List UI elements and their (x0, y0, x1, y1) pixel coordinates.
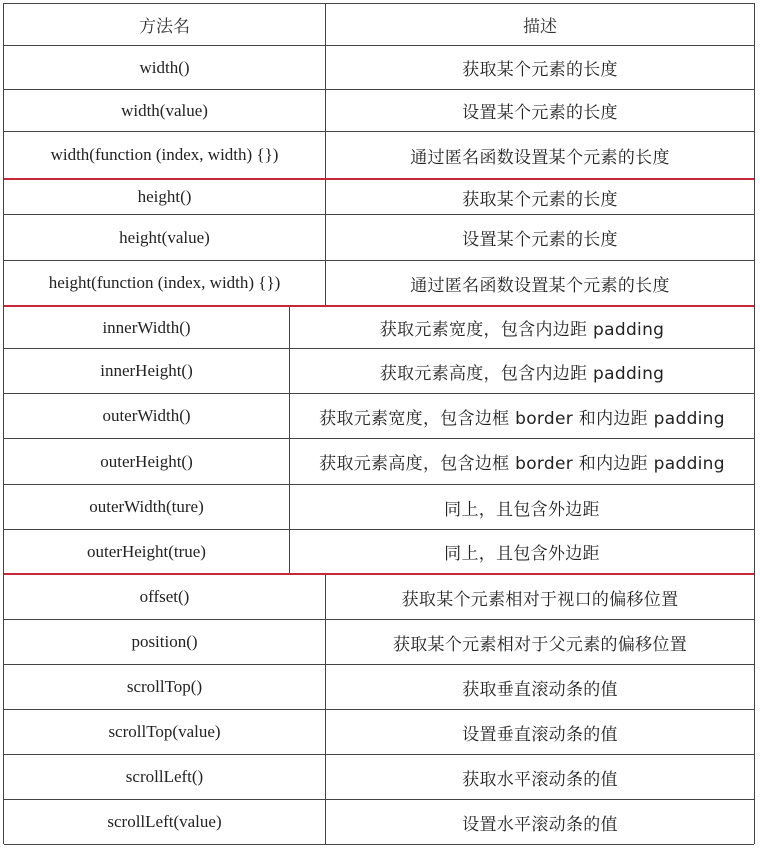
method-cell: innerWidth() (102, 317, 191, 337)
method-cell: outerWidth() (102, 406, 191, 425)
method-cell: width(function (index, width) {}) (50, 145, 279, 164)
table-row (4, 710, 754, 755)
table-row (4, 261, 754, 307)
description-cell: 获取某个元素相对于视口的偏移位置 (325, 575, 754, 619)
description-cell: 获取元素高度，包含内边距 padding (289, 349, 754, 393)
table-row (4, 665, 754, 710)
table-header-row (4, 4, 754, 46)
table-row (4, 800, 754, 845)
description-cell: 获取水平滚动条的值 (325, 755, 754, 799)
table-row (4, 90, 754, 132)
method-cell: outerWidth(ture) (89, 497, 204, 516)
description-cell: 获取元素宽度，包含内边距 padding (289, 307, 754, 348)
description-cell: 获取元素宽度，包含边框 border 和内边距 padding (289, 394, 754, 438)
description-cell: 同上，且包含外边距 (289, 485, 754, 529)
description-cell: 通过匿名函数设置某个元素的长度 (325, 132, 754, 178)
method-cell: scrollLeft(value) (107, 812, 222, 831)
table-row (4, 620, 754, 665)
method-cell: scrollTop(value) (108, 722, 221, 741)
method-cell: outerHeight(true) (87, 541, 206, 561)
method-cell: height(function (index, width) {}) (48, 273, 281, 292)
method-cell: height(value) (119, 227, 210, 247)
table-row (4, 215, 754, 261)
header-method-name: 方法名 (139, 17, 190, 37)
description-cell: 设置垂直滚动条的值 (325, 710, 754, 754)
header-description: 描述 (325, 4, 754, 45)
method-cell: width() (139, 57, 190, 77)
table-row (4, 485, 754, 530)
description-cell: 获取某个元素的长度 (325, 180, 754, 214)
description-cell: 设置某个元素的长度 (325, 215, 754, 260)
method-cell: height() (137, 187, 192, 206)
method-cell: width(value) (121, 100, 208, 120)
table-row (4, 755, 754, 800)
table-row (4, 530, 754, 575)
description-cell: 获取元素高度，包含边框 border 和内边距 padding (289, 439, 754, 484)
table-row (4, 307, 754, 349)
method-cell: scrollLeft() (125, 767, 204, 786)
method-cell: scrollTop() (126, 677, 203, 696)
table-row (4, 180, 754, 215)
method-cell: position() (131, 632, 198, 651)
description-cell: 同上，且包含外边距 (289, 530, 754, 573)
description-cell: 通过匿名函数设置某个元素的长度 (325, 261, 754, 305)
table-row (4, 575, 754, 620)
methods-table (3, 3, 755, 844)
description-cell: 设置某个元素的长度 (325, 90, 754, 131)
table-row (4, 46, 754, 90)
table-row (4, 132, 754, 180)
table-row (4, 349, 754, 394)
description-cell: 获取垂直滚动条的值 (325, 665, 754, 709)
method-cell: offset() (139, 587, 190, 606)
description-cell: 获取某个元素的长度 (325, 46, 754, 89)
description-cell: 获取某个元素相对于父元素的偏移位置 (325, 620, 754, 664)
method-cell: innerHeight() (100, 361, 193, 380)
method-cell: outerHeight() (100, 451, 193, 471)
table-row (4, 439, 754, 485)
description-cell: 设置水平滚动条的值 (325, 800, 754, 844)
table-row (4, 394, 754, 439)
